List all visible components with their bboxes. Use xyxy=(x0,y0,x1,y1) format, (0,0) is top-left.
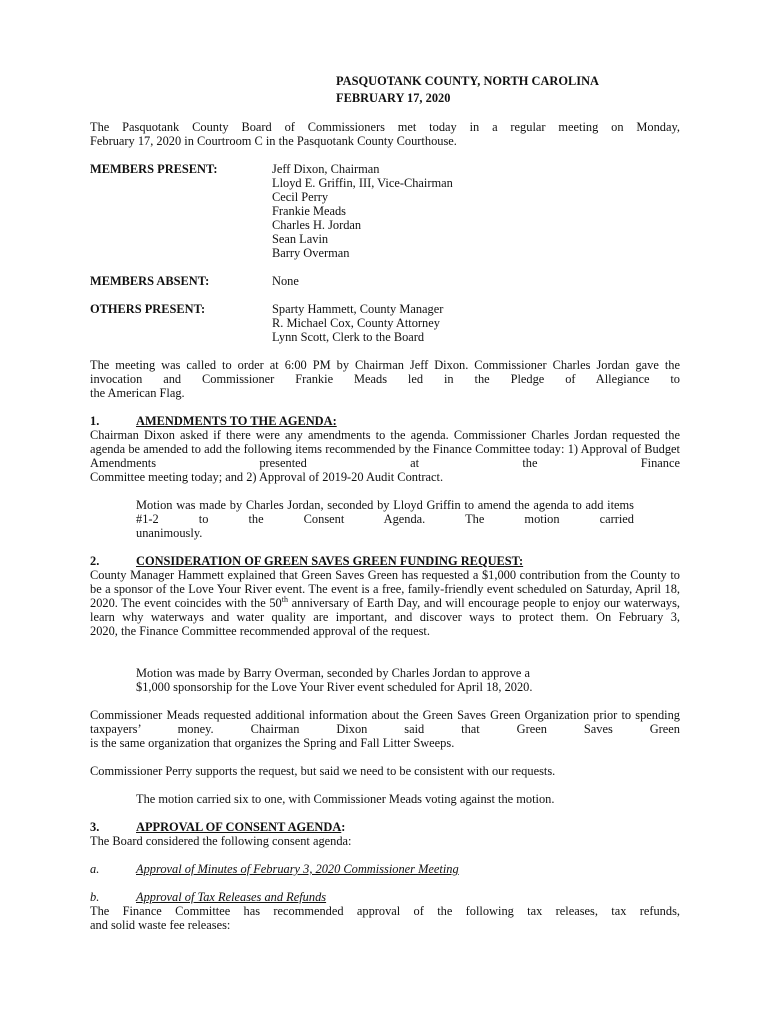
intro-line: February 17, 2020 in Courtroom C in the Pasquotank County Courthouse. xyxy=(90,134,457,148)
member-name: Frankie Meads xyxy=(272,204,346,218)
section-1-motion xyxy=(136,498,634,540)
section-3-intro: The Board considered the following consent agenda: xyxy=(90,834,352,848)
members-absent-label: MEMBERS ABSENT: xyxy=(90,274,210,288)
consent-item-b-body xyxy=(90,904,680,932)
body-line: and solid waste fee releases: xyxy=(90,918,231,932)
members-present-list xyxy=(272,162,453,260)
other-name: R. Michael Cox, County Attorney xyxy=(272,316,440,330)
body-line: The Finance Committee has recommended approval of the following tax releases, tax refunds, xyxy=(90,904,680,918)
body-line: family-friendly event scheduled on Saturday, April 18, 2020. The event coincides with the 50 xyxy=(90,582,680,610)
body-line: Chairman Dixon asked if there were any amendments to the agenda. Commissioner Charles xyxy=(90,428,570,442)
body-line: anniversary of Earth Day, and will encourage people to enjoy our waterways, learn why xyxy=(90,596,680,624)
member-name: Lloyd E. Griffin, III, Vice-Chairman xyxy=(272,176,453,190)
intro-paragraph xyxy=(90,120,680,148)
body-line: is the same organization that organizes the Spring and Fall Litter Sweeps. xyxy=(90,736,455,750)
section-3-heading xyxy=(90,820,345,834)
section-1-heading xyxy=(90,414,337,428)
header-date: FEBRUARY 17, 2020 xyxy=(336,91,451,105)
section-title: APPROVAL OF CONSENT AGENDA xyxy=(136,820,342,834)
member-name: Cecil Perry xyxy=(272,190,329,204)
member-name: Charles H. Jordan xyxy=(272,218,362,232)
section-1-body xyxy=(90,428,680,484)
section-2-motion xyxy=(136,666,634,694)
item-title: Approval of Tax Releases and Refunds xyxy=(136,890,327,904)
body-line: waterways and water quality are important, and discover ways to protect them. On February 3, xyxy=(150,610,680,624)
item-letter: b. xyxy=(90,890,100,904)
section-number: 2. xyxy=(90,554,100,568)
body-line: Committee meeting today; and 2) Approval of 2019-20 Audit Contract. xyxy=(90,470,444,484)
consent-item-a xyxy=(90,862,459,876)
section-title: CONSIDERATION OF GREEN SAVES GREEN FUNDING REQUEST: xyxy=(136,554,524,568)
other-name: Sparty Hammett, County Manager xyxy=(272,302,444,316)
call-to-order-line: The meeting was called to order at 6:00 PM by Chairman Jeff Dixon. Commissioner Charles xyxy=(90,358,591,372)
consent-item-b xyxy=(90,890,326,904)
body-line: Jordan requested the agenda be amended to add the following items recommended by the xyxy=(90,428,681,456)
section-title: AMENDMENTS TO THE AGENDA: xyxy=(136,414,337,428)
member-name: Sean Lavin xyxy=(272,232,329,246)
others-present-list xyxy=(272,302,443,344)
body-line: Commissioner Meads requested additional information about the Green Saves Green xyxy=(90,708,521,722)
call-to-order-line: the American Flag. xyxy=(90,386,185,400)
motion-line: agenda to add items #1-2 to the Consent Agenda. The motion carried xyxy=(136,498,634,526)
section-2-body xyxy=(90,568,680,638)
item-letter: a. xyxy=(90,862,100,876)
ordinal-suffix: th xyxy=(281,594,288,604)
header-county: PASQUOTANK COUNTY, NORTH CAROLINA xyxy=(336,74,600,88)
call-to-order-paragraph xyxy=(90,358,680,400)
section-number: 3. xyxy=(90,820,100,834)
motion-line: Motion was made by Barry Overman, seconded by Charles Jordan to approve a xyxy=(136,666,530,680)
body-line: 2020, the Finance Committee recommended approval of the request. xyxy=(90,624,430,638)
section-number: 1. xyxy=(90,414,100,428)
motion-line: Motion was made by Charles Jordan, seconded by Lloyd Griffin to amend the xyxy=(136,498,530,512)
members-present-label: MEMBERS PRESENT: xyxy=(90,162,218,176)
intro-line: The Pasquotank County Board of Commissioners met today in a regular meeting on Monday, xyxy=(90,120,680,134)
other-name: Lynn Scott, Clerk to the Board xyxy=(272,330,425,344)
meads-paragraph xyxy=(90,708,680,750)
call-to-order-line: Jordan gave the invocation and Commissioner Frankie Meads led in the Pledge of Allegiance to xyxy=(90,358,680,386)
section-2-heading xyxy=(90,554,523,568)
item-title: Approval of Minutes of February 3, 2020 Commissioner Meeting xyxy=(136,862,459,876)
motion-line: $1,000 sponsorship for the Love Your River event scheduled for April 18, 2020. xyxy=(136,680,533,694)
perry-paragraph: Commissioner Perry supports the request, but said we need to be consistent with our requests. xyxy=(90,764,556,778)
others-present-label: OTHERS PRESENT: xyxy=(90,302,206,316)
motion-line: unanimously. xyxy=(136,526,203,540)
section-title-colon: : xyxy=(341,820,346,834)
member-name: Jeff Dixon, Chairman xyxy=(272,162,380,176)
vote-result: The motion carried six to one, with Commissioner Meads voting against the motion. xyxy=(136,792,555,806)
body-line: contribution from the County to be a sponsor of the Love Your River event. The event is a free, xyxy=(90,568,680,596)
members-absent-value: None xyxy=(272,274,299,288)
member-name: Barry Overman xyxy=(272,246,350,260)
body-line: County Manager Hammett explained that Green Saves Green has requested a $1,000 xyxy=(90,568,517,582)
body-line: Organization prior to spending taxpayers’ money. Chairman Dixon said that Green Saves Green xyxy=(90,708,681,736)
body-line: Finance Committee today: 1) Approval of Budget Amendments presented at the Finance xyxy=(90,442,680,470)
